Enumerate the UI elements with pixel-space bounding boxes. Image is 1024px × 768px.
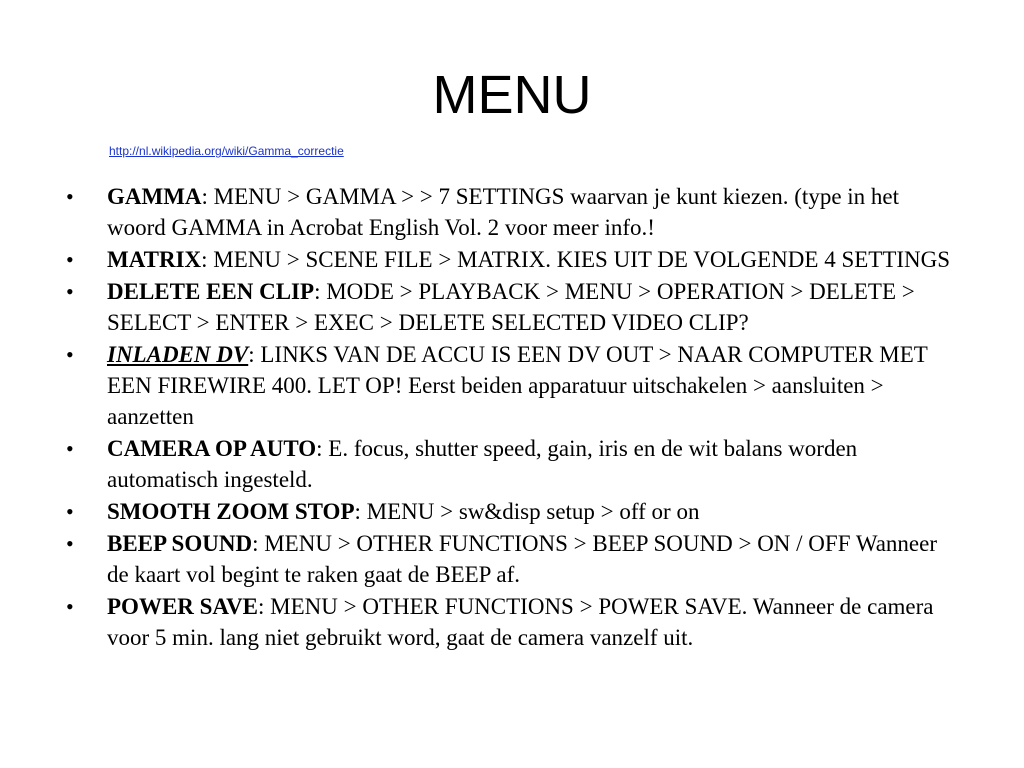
item-text: : MENU > OTHER FUNCTIONS > POWER SAVE. Wanneer de camera voor 5 min. lang niet gebruikt word, gaat de camera vanzelf uit. <box>107 594 934 650</box>
bullet-icon: • <box>66 184 74 209</box>
item-term: CAMERA OP AUTO <box>107 436 317 461</box>
bullet-icon: • <box>66 436 74 461</box>
item-text: : MENU > sw&disp setup > off or on <box>354 499 700 524</box>
item-term: POWER SAVE <box>107 594 259 619</box>
item-term: MATRIX <box>107 247 202 272</box>
list-item-delete-clip <box>0 276 960 338</box>
list-item-gamma <box>0 181 960 243</box>
list-item-camera-auto <box>0 433 960 495</box>
list-item-inladen-dv <box>0 339 960 432</box>
bullet-icon: • <box>66 247 74 272</box>
bullet-icon: • <box>66 594 74 619</box>
list-item-beep-sound <box>0 528 960 590</box>
item-text: : E. focus, shutter speed, gain, iris en de wit balans worden automatisch ingesteld. <box>107 436 858 492</box>
item-text: : MENU > GAMMA > > 7 SETTINGS waarvan je kunt kiezen. (type in het woord GAMMA in Acrobat English Vol. 2 voor meer info.! <box>107 184 900 240</box>
item-term: DELETE EEN CLIP <box>107 279 315 304</box>
item-term: INLADEN DV <box>107 342 249 367</box>
list-item-matrix <box>0 244 960 275</box>
slide-title: MENU <box>432 65 592 125</box>
bullet-icon: • <box>66 531 74 556</box>
item-term: SMOOTH ZOOM STOP <box>107 499 355 524</box>
item-term: BEEP SOUND <box>107 531 253 556</box>
menu-bullet-list <box>0 181 960 654</box>
wikipedia-link[interactable]: http://nl.wikipedia.org/wiki/Gamma_correctie <box>109 144 344 158</box>
item-text: : MENU > OTHER FUNCTIONS > BEEP SOUND > ON / OFF Wanneer de kaart vol begint te raken gaat de BEEP af. <box>107 531 937 587</box>
list-item-power-save <box>0 591 960 653</box>
bullet-icon: • <box>66 499 74 524</box>
list-item-smooth-zoom <box>0 496 960 527</box>
item-term: GAMMA <box>107 184 202 209</box>
item-text: : LINKS VAN DE ACCU IS EEN DV OUT > NAAR COMPUTER MET EEN FIREWIRE 400. LET OP! Eerst beiden apparatuur uitschakelen > aansluiten > aanzetten <box>107 342 928 429</box>
item-text: : MENU > SCENE FILE > MATRIX. KIES UIT DE VOLGENDE 4 SETTINGS <box>201 247 951 272</box>
item-text: : MODE > PLAYBACK > MENU > OPERATION > DELETE > SELECT > ENTER > EXEC > DELETE SELECTED VIDEO CLIP? <box>107 279 915 335</box>
bullet-icon: • <box>66 279 74 304</box>
bullet-icon: • <box>66 342 74 367</box>
